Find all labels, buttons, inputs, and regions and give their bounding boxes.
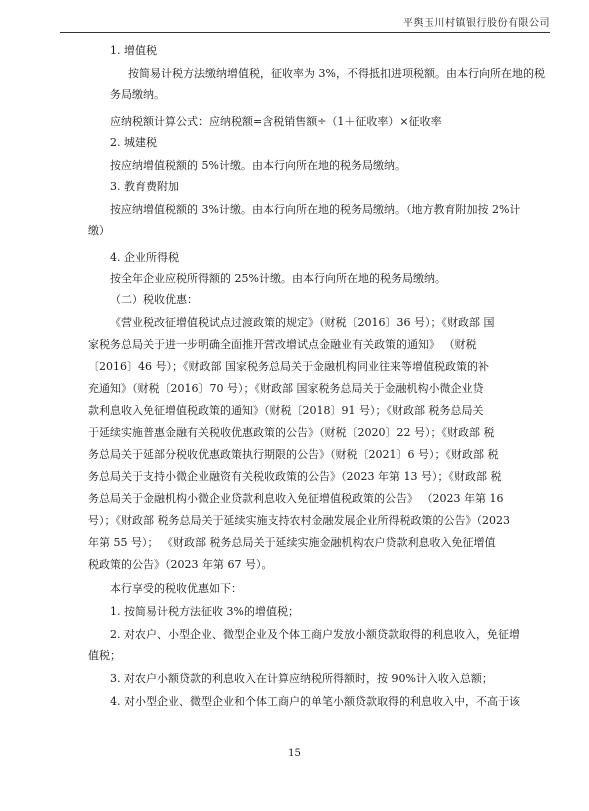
policy-line: 〔2016〕46 号）；《财政部 国家税务总局关于金融机构同业往来等增值税政策的补 <box>88 360 489 373</box>
preference-title: （二）税收优惠： <box>110 293 198 306</box>
policy-line: 年第 55 号）； 《财政部 税务总局关于延续实施金融机构农户贷款利息收入免征增值 <box>88 536 496 549</box>
policy-line: 务总局关于金融机构小微企业贷款利息收入免征增值税政策的公告》 （2023 年第 16 <box>88 492 504 505</box>
enjoyed-item-2-line-2: 值税； <box>88 649 121 662</box>
policy-line: 号）；《财政部 税务总局关于延续实施支持农村金融发展企业所得税政策的公告》（2023 <box>88 514 510 527</box>
vat-desc-line-1: 按简易计税方法缴纳增值税，征收率为 3%，不得抵扣进项税额。由本行向所在地的税 <box>128 67 545 80</box>
edu-fee-desc-line-2: 缴） <box>88 224 110 237</box>
vat-desc-line-2: 务局缴纳。 <box>110 88 165 101</box>
enjoyed-item-3: 3. 对农户小额贷款的利息收入在计算应纳税所得额时，按 90%计入收入总额； <box>110 672 493 685</box>
city-tax-desc: 按应纳增值税额的 5%计缴。由本行向所在地的税务局缴纳。 <box>110 159 406 172</box>
vat-title: 1. 增值税 <box>110 44 157 57</box>
document-body <box>88 40 545 712</box>
enjoyed-item-1: 1. 按简易计税方法征收 3%的增值税； <box>110 605 299 618</box>
policy-line: 家税务总局关于进一步明确全面推开营改增试点金融业有关政策的通知》 （财税 <box>88 338 477 351</box>
policy-line: 税政策的公告》（2023 年第 67 号）。 <box>88 558 273 571</box>
policy-line: 款利息收入免征增值税政策的通知》（财税〔2018〕91 号）；《财政部 税务总局关 <box>88 404 484 417</box>
policy-line: 务总局关于支持小微企业融资有关税收政策的公告》（2023 年第 13 号）；《财政部 税 <box>88 470 502 483</box>
page-number: 15 <box>288 748 301 759</box>
city-tax-title: 2. 城建税 <box>110 136 157 149</box>
edu-fee-title: 3. 教育费附加 <box>110 180 179 193</box>
page-header <box>60 14 550 33</box>
enjoyed-preferences-title: 本行享受的税收优惠如下： <box>110 582 242 595</box>
edu-fee-desc-line-1: 按应纳增值税额的 3%计缴。由本行向所在地的税务局缴纳。（地方教育附加按 2%计 <box>110 203 521 216</box>
policy-line: 于延续实施普惠金融有关税收优惠政策的公告》（财税〔2020〕22 号）；《财政部 税 <box>88 426 495 439</box>
policy-line: 务总局关于延部分税收优惠政策执行期限的公告》（财税〔2021〕6 号）；《财政部 税 <box>88 448 499 461</box>
enjoyed-item-4: 4. 对小型企业、微型企业和个体工商户的单笔小额贷款取得的利息收入中，不高于该 <box>110 695 520 708</box>
policy-line: 《营业税改征增值税试点过渡政策的规定》（财税〔2016〕36 号）；《财政部 国 <box>110 316 495 329</box>
enjoyed-item-2-line-1: 2. 对农户、小型企业、微型企业及个体工商户发放小额贷款取得的利息收入，免征增 <box>110 628 520 641</box>
bank-name: 平舆玉川村镇银行股份有限公司 <box>403 18 550 29</box>
policy-line: 充通知》（财税〔2016〕70 号）；《财政部 国家税务总局关于金融机构小微企业贷 <box>88 382 484 395</box>
cit-title: 4. 企业所得税 <box>110 251 179 264</box>
vat-formula: 应纳税额计算公式：应纳税额=含税销售额÷（1＋征收率）×征收率 <box>110 115 442 128</box>
policy-list-paragraph <box>88 312 528 576</box>
cit-desc: 按全年企业应税所得额的 25%计缴。由本行向所在地的税务局缴纳。 <box>110 272 446 285</box>
